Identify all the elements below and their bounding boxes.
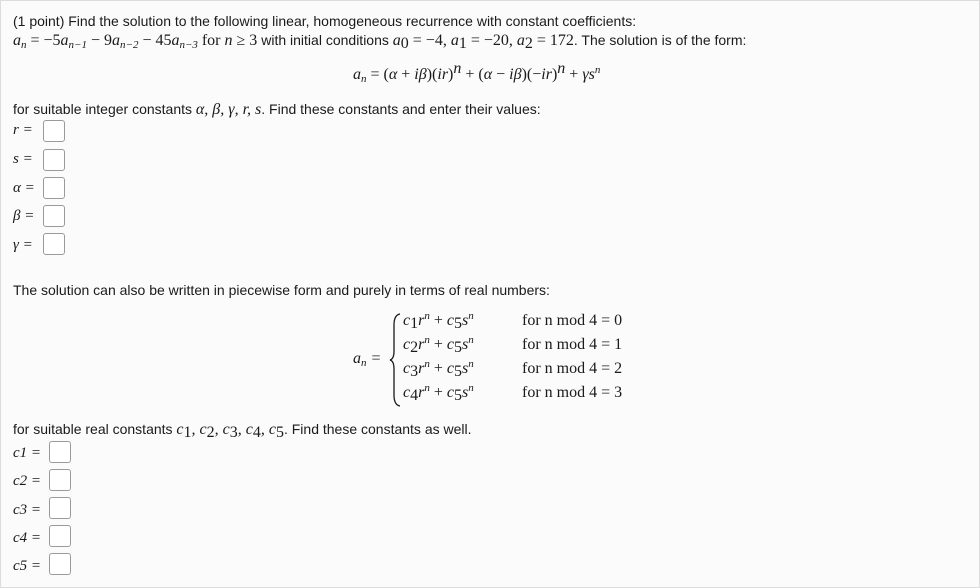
label-s: s = (13, 151, 33, 167)
left-brace (389, 313, 401, 407)
case-expr-2: $c_2r^n + c_5s^n$ (403, 334, 474, 356)
label-c3: c3 = (13, 502, 42, 518)
part2-intro: The solution can also be written in piecewise form and purely in terms of real numbers: (13, 282, 550, 298)
label-c1: c1 = (13, 445, 42, 461)
input-s[interactable] (43, 149, 65, 171)
case-cond-3: for n mod 4 = 2 (522, 360, 623, 377)
input-c4[interactable] (49, 525, 71, 547)
problem-intro (13, 13, 636, 29)
input-c2[interactable] (49, 469, 71, 491)
constants-prompt: for suitable integer constants α, β, γ, r, s. Find these constants and enter their values: (13, 101, 541, 118)
input-c3[interactable] (49, 497, 71, 519)
solution-form-formula: $a_n = (\alpha + i\beta)(ir)^n + (\alpha - i\beta)(-ir)^n + \gamma s^n$ (353, 60, 601, 85)
intro-text: Find the solution to the following linear, homogeneous recurrence with constant coefficients: (68, 13, 637, 29)
part2-prompt: for suitable real constants $c_1$, $c_2$, $c_3$, $c_4$, $c_5$. Find these constants as well. (13, 421, 472, 441)
input-r[interactable] (43, 120, 65, 142)
label-alpha: α = (13, 180, 35, 196)
input-gamma[interactable] (43, 233, 65, 255)
input-beta[interactable] (43, 205, 65, 227)
label-beta: β = (13, 208, 35, 224)
initial-conditions-text: with initial conditions (261, 32, 389, 48)
input-c1[interactable] (49, 441, 71, 463)
label-gamma: γ = (13, 237, 33, 253)
case-expr-1: $c_1r^n + c_5s^n$ (403, 310, 474, 332)
case-expr-4: $c_4r^n + c_5s^n$ (403, 382, 474, 404)
recurrence-line: $a_n = -5a_{n-1} - 9a_{n-2} - 45a_{n-3}$ for n ≥ 3 with initial conditions $a_0 = -4$, $a_1 = -20$, $a_2 = 172$. The solution is of the form: (13, 32, 747, 52)
label-c5: c5 = (13, 558, 42, 574)
input-alpha[interactable] (43, 177, 65, 199)
label-c4: c4 = (13, 530, 42, 546)
label-r: r = (13, 122, 33, 138)
case-expr-3: $c_3r^n + c_5s^n$ (403, 358, 474, 380)
case-cond-4: for n mod 4 = 3 (522, 384, 623, 401)
input-c5[interactable] (49, 553, 71, 575)
piecewise-lhs: $a_n$ = (353, 350, 382, 369)
case-cond-1: for n mod 4 = 0 (522, 312, 623, 329)
solution-form-text: The solution is of the form: (581, 32, 747, 48)
case-cond-2: for n mod 4 = 1 (522, 336, 623, 353)
points-label: (1 point) (13, 13, 65, 29)
label-c2: c2 = (13, 473, 42, 489)
